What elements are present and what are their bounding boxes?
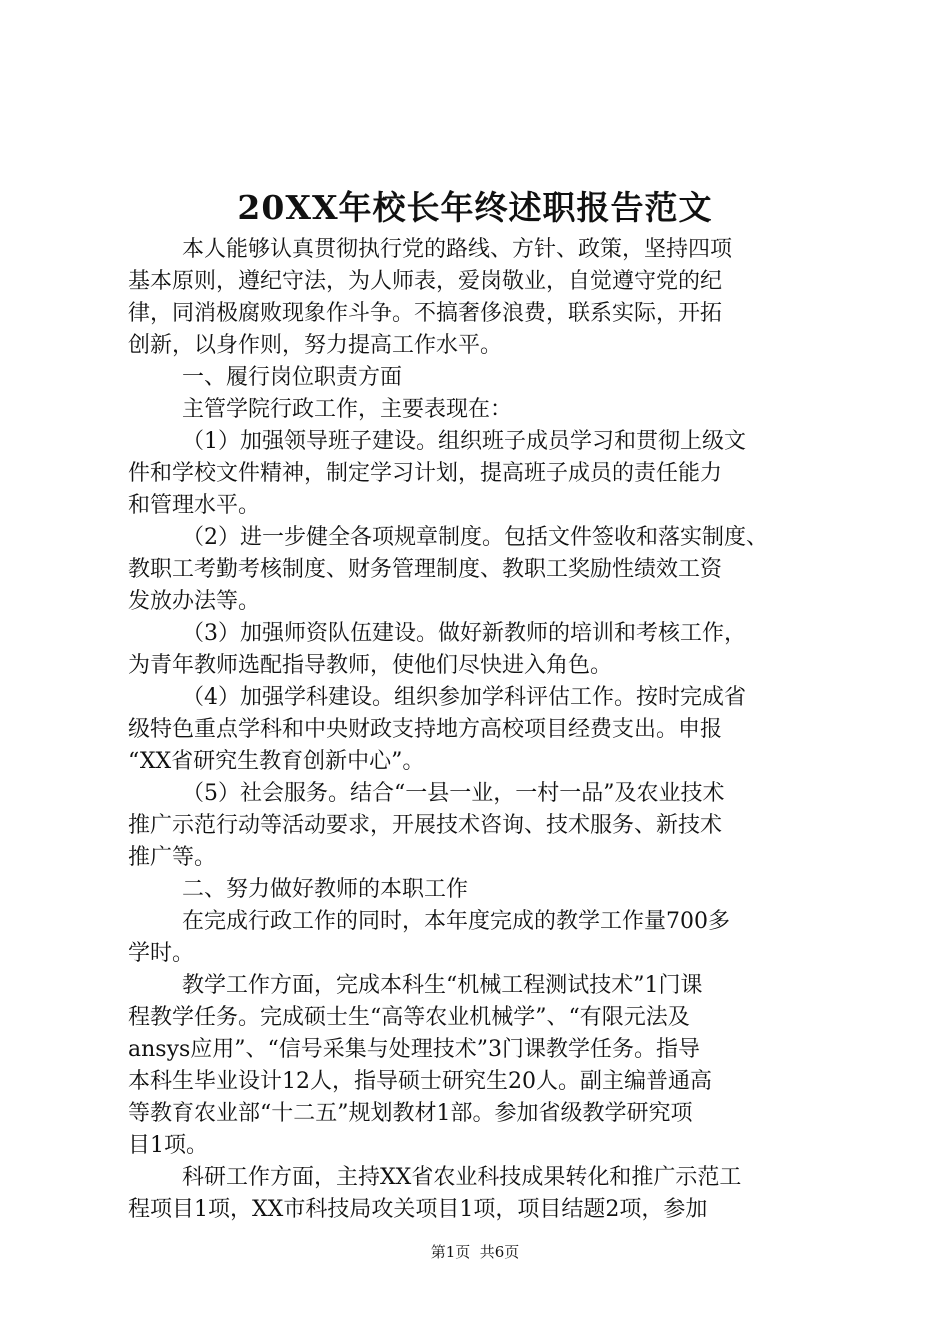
body-line: 目1项。 xyxy=(128,1133,208,1158)
body-line: 创新，以身作则，努力提高工作水平。 xyxy=(128,333,503,358)
body-line: 一、履行岗位职责方面 xyxy=(182,365,403,390)
body-line: 律，同消极腐败现象作斗争。不搞奢侈浪费，联系实际，开拓 xyxy=(128,301,723,326)
body-line: 发放办法等。 xyxy=(128,589,261,614)
body-line: 科研工作方面，主持XX省农业科技成果转化和推广示范工 xyxy=(182,1165,742,1190)
body-line: 本人能够认真贯彻执行党的路线、方针、政策，坚持四项 xyxy=(182,237,733,262)
body-line: 程教学任务。完成硕士生“高等农业机械学”、“有限元法及 xyxy=(128,1005,690,1030)
body-line: 和管理水平。 xyxy=(128,493,261,518)
body-line: （2）进一步健全各项规章制度。包括文件签收和落实制度、 xyxy=(182,525,768,550)
page-footer: 第1页 共6页 xyxy=(430,1243,520,1261)
body-line: 在完成行政工作的同时，本年度完成的教学工作量700多 xyxy=(182,909,730,934)
body-line: ansys应用”、“信号采集与处理技术”3门课教学任务。指导 xyxy=(128,1037,701,1062)
body-line: “XX省研究生教育创新中心”。 xyxy=(128,749,425,774)
body-line: （3）加强师资队伍建设。做好新教师的培训和考核工作， xyxy=(182,621,746,646)
body-line: 教职工考勤考核制度、财务管理制度、教职工奖励性绩效工资 xyxy=(128,557,723,582)
body-line: 主管学院行政工作，主要表现在： xyxy=(182,397,513,422)
body-line: 件和学校文件精神，制定学习计划，提高班子成员的责任能力 xyxy=(128,461,723,486)
document-body xyxy=(128,234,828,1226)
document-title: 20XX年校长年终述职报告范文 xyxy=(237,188,713,227)
body-line: 学时。 xyxy=(128,941,195,966)
body-line: 程项目1项，XX市科技局攻关项目1项，项目结题2项，参加 xyxy=(128,1197,708,1222)
body-line: 等教育农业部“十二五”规划教材1部。参加省级教学研究项 xyxy=(128,1101,693,1126)
body-line: 二、努力做好教师的本职工作 xyxy=(182,877,469,902)
body-line: 级特色重点学科和中央财政支持地方高校项目经费支出。申报 xyxy=(128,717,723,742)
body-line: 推广示范行动等活动要求，开展技术咨询、技术服务、新技术 xyxy=(128,813,723,838)
body-line: 教学工作方面，完成本科生“机械工程测试技术”1门课 xyxy=(182,973,703,998)
body-line: 本科生毕业设计12人，指导硕士研究生20人。副主编普通高 xyxy=(128,1069,712,1094)
body-line: （1）加强领导班子建设。组织班子成员学习和贯彻上级文 xyxy=(182,429,746,454)
body-line: 基本原则，遵纪守法，为人师表，爱岗敬业，自觉遵守党的纪 xyxy=(128,269,723,294)
body-line: 为青年教师选配指导教师，使他们尽快进入角色。 xyxy=(128,653,613,678)
body-line: （5）社会服务。结合“一县一业，一村一品”及农业技术 xyxy=(182,781,725,806)
body-line: 推广等。 xyxy=(128,845,217,870)
body-line: （4）加强学科建设。组织参加学科评估工作。按时完成省 xyxy=(182,685,746,710)
